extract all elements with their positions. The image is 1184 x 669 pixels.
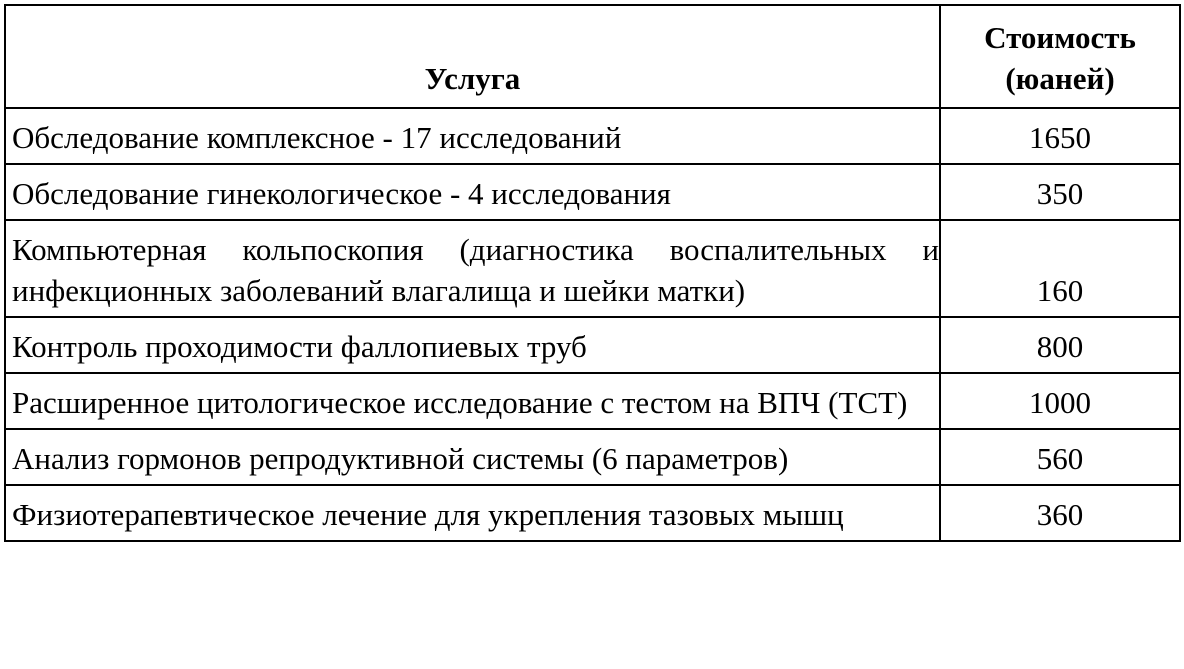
table-row [5, 220, 1180, 317]
service-name: Компьютерная кольпоскопия (диагностика воспалительных и инфекционных заболеваний влагалища и шейки матки) [5, 220, 940, 317]
service-name: Обследование комплексное - 17 исследований [5, 108, 940, 164]
service-price: 1650 [940, 108, 1180, 164]
table-row [5, 317, 1180, 373]
table-row [5, 429, 1180, 485]
service-price: 560 [940, 429, 1180, 485]
table-row [5, 164, 1180, 220]
service-price: 800 [940, 317, 1180, 373]
services-price-table [4, 4, 1181, 542]
service-price: 160 [940, 220, 1180, 317]
service-name: Контроль проходимости фаллопиевых труб [5, 317, 940, 373]
service-name: Обследование гинекологическое - 4 исследования [5, 164, 940, 220]
header-price: Стоимость (юаней) [940, 5, 1180, 108]
service-name: Расширенное цитологическое исследование с тестом на ВПЧ (ТСТ) [5, 373, 940, 429]
table-row [5, 108, 1180, 164]
table-row [5, 485, 1180, 541]
service-price: 350 [940, 164, 1180, 220]
table-header-row [5, 5, 1180, 108]
service-name: Анализ гормонов репродуктивной системы (6 параметров) [5, 429, 940, 485]
header-service: Услуга [5, 5, 940, 108]
table-row [5, 373, 1180, 429]
service-name: Физиотерапевтическое лечение для укрепления тазовых мышц [5, 485, 940, 541]
service-price: 1000 [940, 373, 1180, 429]
service-price: 360 [940, 485, 1180, 541]
